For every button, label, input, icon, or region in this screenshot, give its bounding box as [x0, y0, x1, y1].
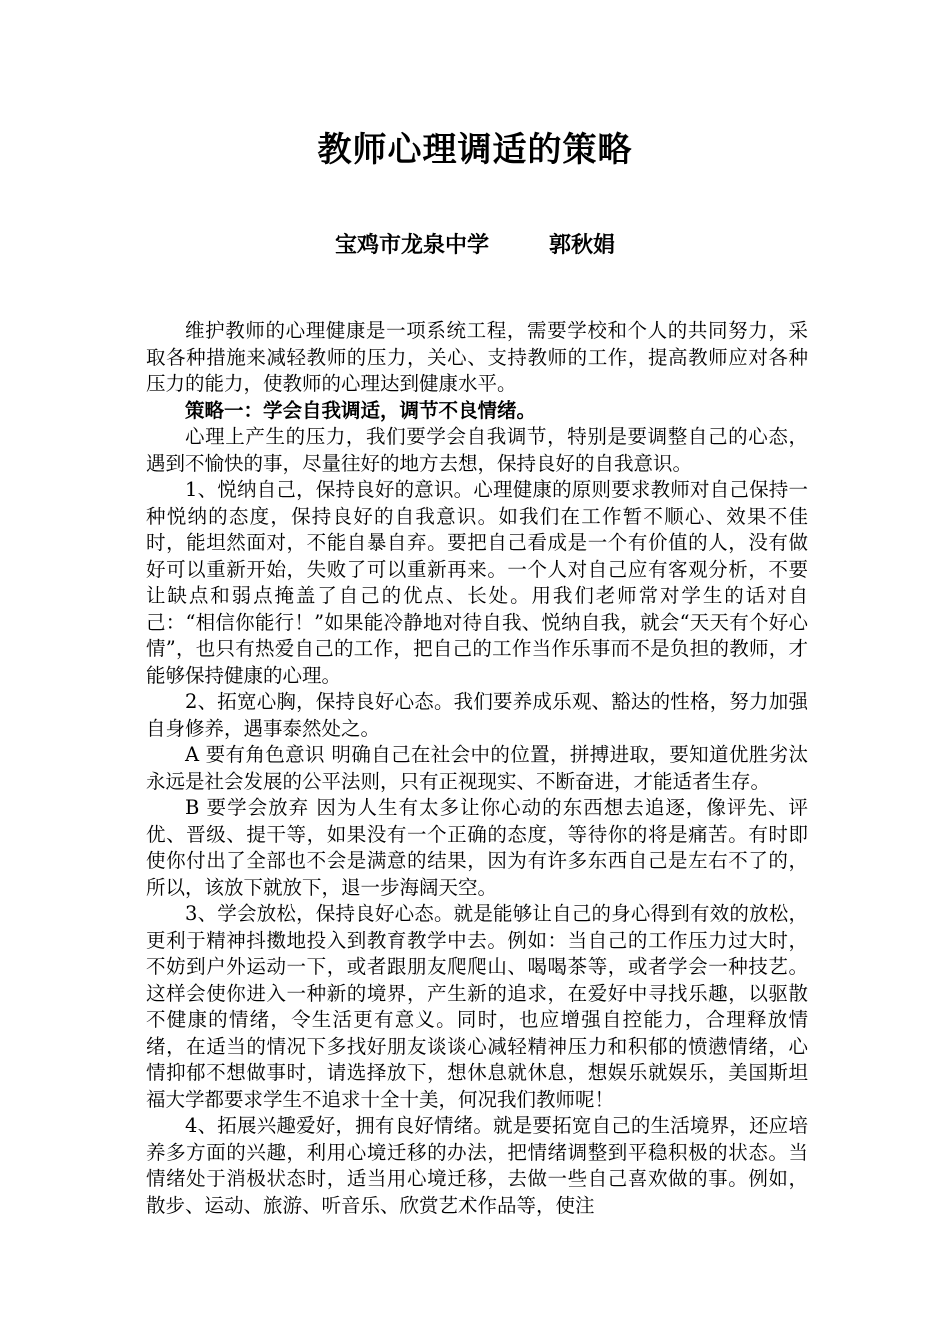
byline: [0, 230, 950, 262]
body-paragraph: 3、学会放松，保持良好心态。就是能够让自己的身心得到有效的放松，更利于精神抖擞地投入到教育教学中去。例如：当自己的工作压力过大时，不妨到户外运动一下，或者跟朋友爬爬山、喝喝茶等，或者学会一种技艺。这样会使你进入一种新的境界，产生新的追求，在爱好中寻找乐趣，以驱散不健康的情绪，令生活更有意义。同时，也应增强自控能力，合理释放情绪，在适当的情况下多找好朋友谈谈心减轻精神压力和积郁的愤懑情绪，心情抑郁不想做事时，请选择放下，想休息就休息，想娱乐就娱乐，美国斯坦福大学都要求学生不追求十全十美，何况我们教师呢！: [146, 902, 808, 1111]
body-paragraph: 心理上产生的压力，我们要学会自我调节，特别是要调整自己的心态，遇到不愉快的事，尽量往好的地方去想，保持良好的自我意识。: [146, 425, 808, 475]
document-title: 教师心理调适的策略: [317, 130, 633, 170]
section-heading: 策略一：学会自我调适，调节不良情绪。: [185, 398, 537, 422]
body-paragraph: B 要学会放弃 因为人生有太多让你心动的东西想去追逐，像评先、评优、晋级、提干等，如果没有一个正确的态度，等待你的将是痛苦。有时即使你付出了全部也不会是满意的结果，因为有许多东西自己是左右不了的，所以，该放下就放下，退一步海阔天空。: [146, 796, 808, 899]
document-body: [146, 318, 808, 1219]
body-paragraph: 2、拓宽心胸，保持良好心态。我们要养成乐观、豁达的性格，努力加强自身修养，遇事泰然处之。: [146, 690, 808, 740]
body-paragraph: 1、悦纳自己，保持良好的意识。心理健康的原则要求教师对自己保持一种悦纳的态度，保持良好的自我意识。如我们在工作暂不顺心、效果不佳时，能坦然面对，不能自暴自弃。要把自己看成是一个有价值的人，没有做好可以重新开始，失败了可以重新再来。一个人对自己应有客观分析，不要让缺点和弱点掩盖了自己的优点、长处。用我们老师常对学生的话对自己：“相信你能行！”如果能冷静地对待自我、悦纳自我，就会“天天有个好心情”，也只有热爱自己的工作，把自己的工作当作乐事而不是负担的教师，才能够保持健康的心理。: [146, 478, 808, 687]
author-name: 郭秋娟: [549, 233, 616, 258]
body-paragraph: 4、拓展兴趣爱好，拥有良好情绪。就是要拓宽自己的生活境界，还应培养多方面的兴趣，利用心境迁移的办法，把情绪调整到平稳积极的状态。当情绪处于消极状态时，适当用心境迁移，去做一些自己喜欢做的事。例如，散步、运动、旅游、听音乐、欣赏艺术作品等，使注: [146, 1114, 808, 1217]
body-paragraph: A 要有角色意识 明确自己在社会中的位置，拼搏进取，要知道优胜劣汰永远是社会发展的公平法则，只有正视现实、不断奋进，才能适者生存。: [146, 743, 808, 793]
school-name: 宝鸡市龙泉中学: [334, 233, 489, 258]
body-paragraph: 维护教师的心理健康是一项系统工程，需要学校和个人的共同努力，采取各种措施来减轻教师的压力，关心、支持教师的工作，提高教师应对各种压力的能力，使教师的心理达到健康水平。: [146, 319, 808, 395]
